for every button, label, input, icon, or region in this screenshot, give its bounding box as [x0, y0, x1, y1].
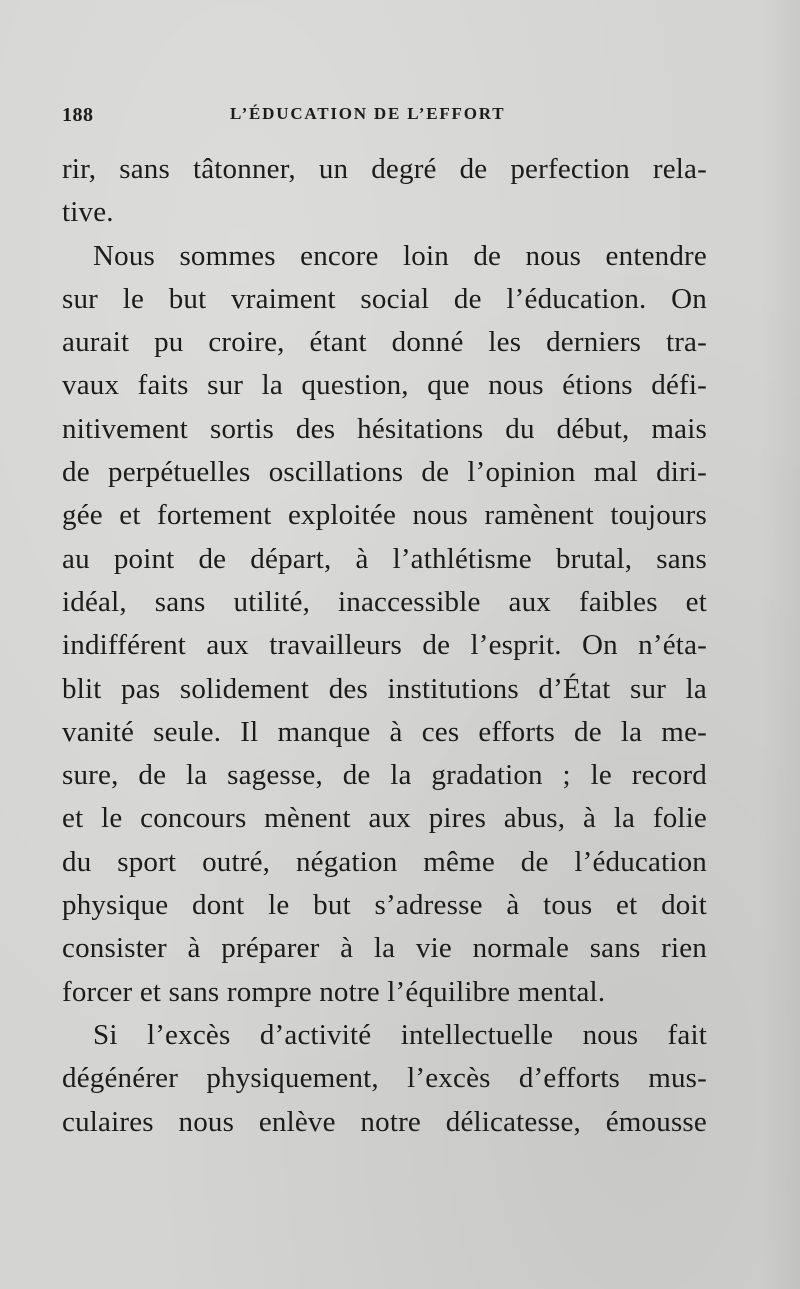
- text-line-12: indifférent aux travailleurs de l’esprit. On n’éta-: [62, 629, 707, 662]
- text-line-2: tive.: [62, 196, 114, 229]
- text-line-13: blit pas solidement des institutions d’État sur la: [62, 672, 707, 705]
- body-text: [62, 148, 707, 1144]
- text-line-18: physique dont le but s’adresse à tous et doit: [62, 889, 707, 922]
- page-number: 188: [62, 104, 94, 126]
- text-line-1: rir, sans tâtonner, un degré de perfection rela-: [62, 153, 707, 185]
- text-line-6: vaux faits sur la question, que nous étions défi-: [62, 369, 707, 402]
- text-line-14: vanité seule. Il manque à ces efforts de la me-: [62, 715, 707, 748]
- running-head: [62, 104, 710, 132]
- text-line-20: forcer et sans rompre notre l’équilibre mental.: [62, 975, 606, 1008]
- text-line-7: nitivement sortis des hésitations du début, mais: [62, 412, 707, 445]
- text-line-23: culaires nous enlève notre délicatesse, émousse: [62, 1105, 707, 1138]
- running-title: L’ÉDUCATION DE L’EFFORT: [230, 104, 506, 123]
- text-line-16: et le concours mènent aux pires abus, à la folie: [62, 802, 707, 835]
- text-line-11: idéal, sans utilité, inaccessible aux faibles et: [62, 585, 707, 618]
- text-line-19: consister à préparer à la vie normale sans rien: [62, 932, 707, 965]
- text-line-3: Nous sommes encore loin de nous entendre: [93, 239, 707, 272]
- text-line-21: Si l’excès d’activité intellectuelle nous fait: [93, 1018, 707, 1051]
- text-line-9: gée et fortement exploitée nous ramènent toujours: [62, 499, 707, 532]
- text-line-5: aurait pu croire, étant donné les derniers tra-: [62, 326, 707, 359]
- page-edge-shadow: [760, 0, 800, 1289]
- text-line-10: au point de départ, à l’athlétisme brutal, sans: [62, 542, 707, 575]
- text-line-15: sure, de la sagesse, de la gradation ; le record: [62, 759, 707, 792]
- text-line-17: du sport outré, négation même de l’éducation: [62, 845, 707, 878]
- text-line-4: sur le but vraiment social de l’éducation. On: [62, 282, 707, 315]
- text-line-8: de perpétuelles oscillations de l’opinion mal diri-: [62, 456, 707, 489]
- text-line-22: dégénérer physiquement, l’excès d’efforts mus-: [62, 1062, 707, 1095]
